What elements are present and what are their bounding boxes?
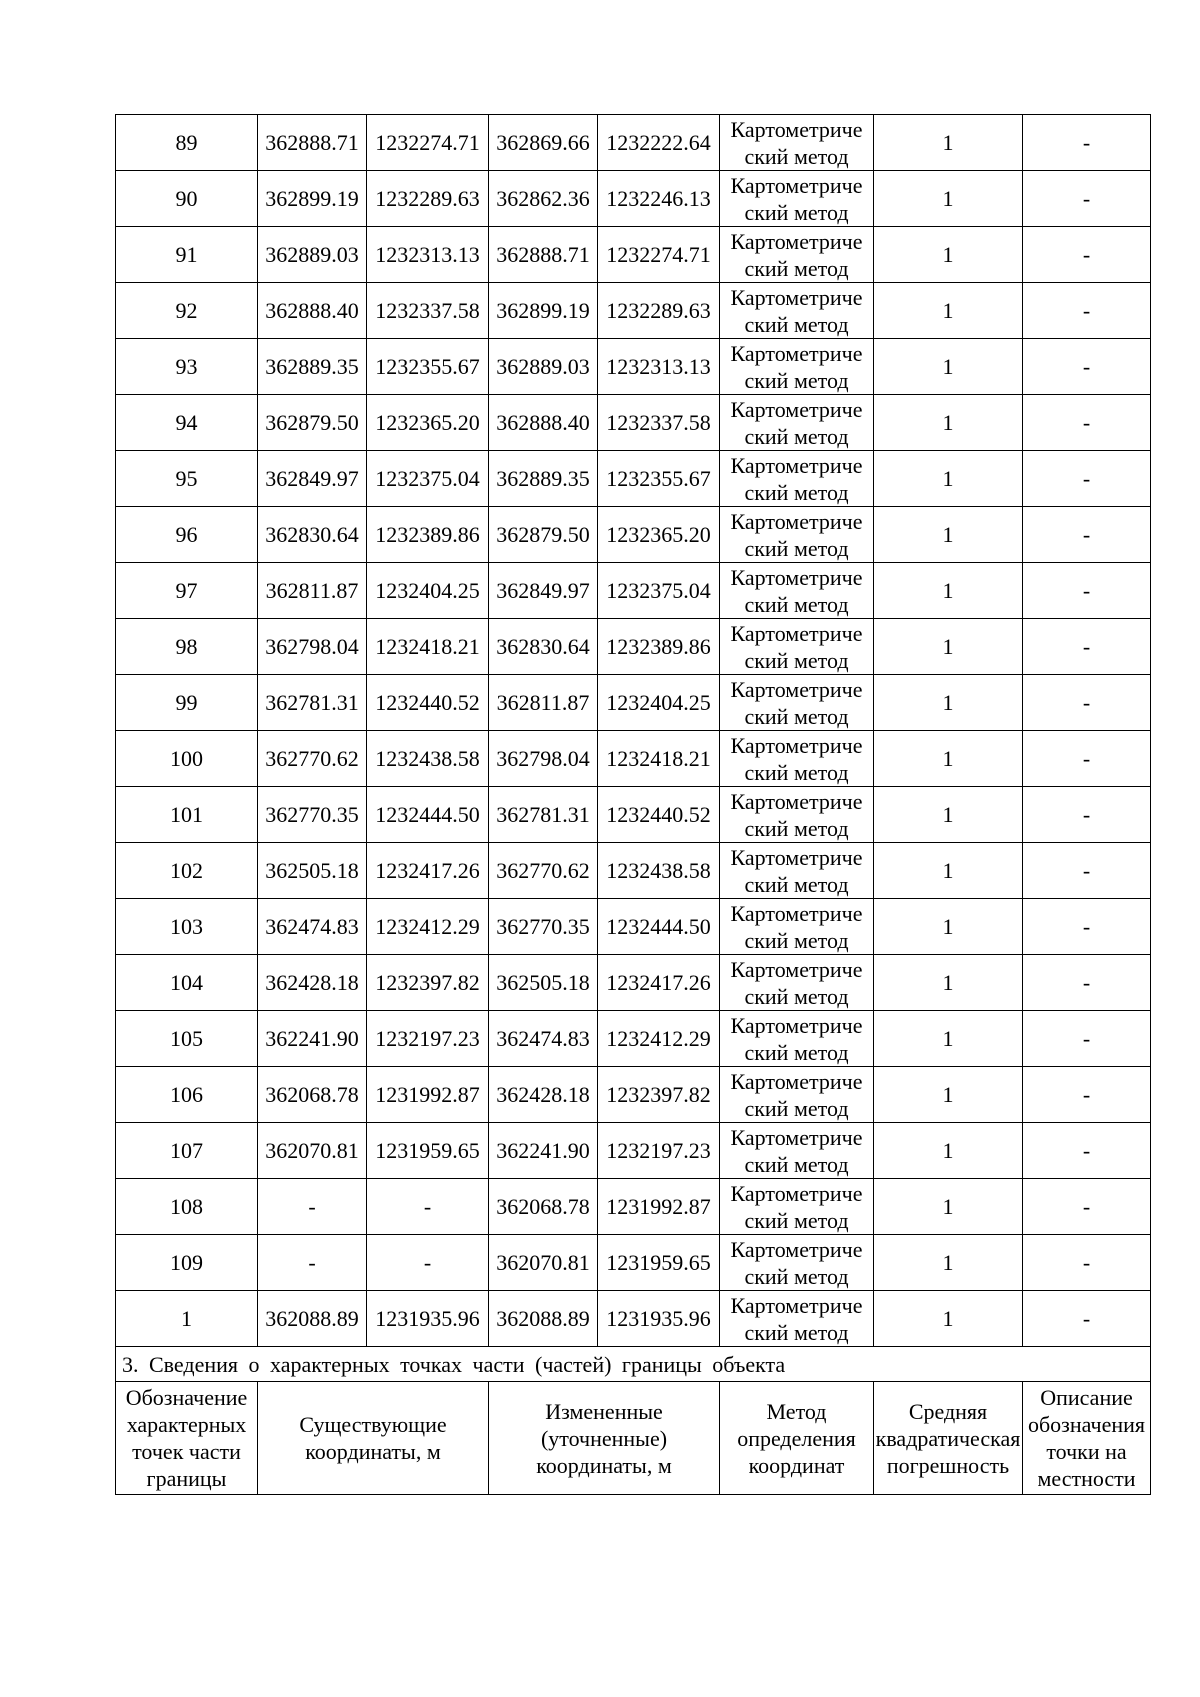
- changed-x-cell: 362781.31: [489, 787, 598, 843]
- changed-y-cell: 1232404.25: [598, 675, 720, 731]
- point-id-cell: 91: [116, 227, 258, 283]
- coordinates-table: [115, 114, 1151, 1495]
- description-cell: -: [1023, 1235, 1151, 1291]
- changed-x-cell: 362088.89: [489, 1291, 598, 1347]
- accuracy-cell: 1: [874, 283, 1023, 339]
- method-line-2: ский метод: [744, 199, 849, 225]
- accuracy-cell: 1: [874, 1067, 1023, 1123]
- accuracy-cell: 1: [874, 395, 1023, 451]
- changed-x-cell: 362879.50: [489, 507, 598, 563]
- method-line-1: Картометриче: [730, 900, 863, 926]
- description-cell: -: [1023, 1067, 1151, 1123]
- description-cell: -: [1023, 1011, 1151, 1067]
- description-cell: -: [1023, 451, 1151, 507]
- description-cell: -: [1023, 283, 1151, 339]
- changed-y-cell: 1232444.50: [598, 899, 720, 955]
- existing-y-cell: 1232417.26: [367, 843, 489, 899]
- accuracy-cell: 1: [874, 563, 1023, 619]
- existing-x-cell: 362899.19: [258, 171, 367, 227]
- table-row: [116, 171, 1151, 227]
- existing-x-cell: 362474.83: [258, 899, 367, 955]
- method-line-2: ский метод: [744, 759, 849, 785]
- accuracy-cell: 1: [874, 899, 1023, 955]
- method-line-1: Картометриче: [730, 172, 863, 198]
- table-row: [116, 731, 1151, 787]
- method-line-2: ский метод: [744, 591, 849, 617]
- method-cell: [720, 1067, 874, 1123]
- description-cell: -: [1023, 899, 1151, 955]
- header-point: Обозначение характерных точек части границы: [116, 1382, 258, 1495]
- description-cell: -: [1023, 1291, 1151, 1347]
- description-cell: -: [1023, 563, 1151, 619]
- point-id-cell: 102: [116, 843, 258, 899]
- changed-x-cell: 362889.03: [489, 339, 598, 395]
- description-cell: -: [1023, 339, 1151, 395]
- changed-y-cell: 1232355.67: [598, 451, 720, 507]
- existing-y-cell: 1231992.87: [367, 1067, 489, 1123]
- method-cell: [720, 227, 874, 283]
- existing-y-cell: 1231935.96: [367, 1291, 489, 1347]
- table-row: [116, 955, 1151, 1011]
- method-cell: [720, 1179, 874, 1235]
- existing-y-cell: 1231959.65: [367, 1123, 489, 1179]
- description-cell: -: [1023, 731, 1151, 787]
- table-row: [116, 899, 1151, 955]
- point-id-cell: 1: [116, 1291, 258, 1347]
- header-row: [116, 1382, 1151, 1495]
- existing-x-cell: 362068.78: [258, 1067, 367, 1123]
- point-id-cell: 89: [116, 115, 258, 171]
- method-line-1: Картометриче: [730, 1124, 863, 1150]
- method-cell: [720, 955, 874, 1011]
- existing-y-cell: 1232289.63: [367, 171, 489, 227]
- changed-y-cell: 1231992.87: [598, 1179, 720, 1235]
- point-id-cell: 93: [116, 339, 258, 395]
- table-row: [116, 451, 1151, 507]
- method-cell: [720, 843, 874, 899]
- table-row: [116, 1235, 1151, 1291]
- changed-x-cell: 362798.04: [489, 731, 598, 787]
- table-row: [116, 1179, 1151, 1235]
- changed-y-cell: 1232440.52: [598, 787, 720, 843]
- changed-x-cell: 362811.87: [489, 675, 598, 731]
- existing-y-cell: 1232397.82: [367, 955, 489, 1011]
- existing-y-cell: 1232412.29: [367, 899, 489, 955]
- changed-y-cell: 1232274.71: [598, 227, 720, 283]
- description-cell: -: [1023, 675, 1151, 731]
- point-id-cell: 92: [116, 283, 258, 339]
- method-line-1: Картометриче: [730, 564, 863, 590]
- method-cell: [720, 899, 874, 955]
- point-id-cell: 95: [116, 451, 258, 507]
- method-line-1: Картометриче: [730, 116, 863, 142]
- table-row: [116, 787, 1151, 843]
- method-line-1: Картометриче: [730, 1236, 863, 1262]
- accuracy-cell: 1: [874, 507, 1023, 563]
- header-existing: Существующие координаты, м: [258, 1382, 489, 1495]
- method-line-1: Картометриче: [730, 452, 863, 478]
- method-line-1: Картометриче: [730, 228, 863, 254]
- table-row: [116, 227, 1151, 283]
- changed-x-cell: 362428.18: [489, 1067, 598, 1123]
- changed-x-cell: 362899.19: [489, 283, 598, 339]
- existing-x-cell: 362830.64: [258, 507, 367, 563]
- description-cell: -: [1023, 507, 1151, 563]
- existing-y-cell: 1232274.71: [367, 115, 489, 171]
- method-line-2: ский метод: [744, 983, 849, 1009]
- accuracy-cell: 1: [874, 227, 1023, 283]
- method-cell: [720, 171, 874, 227]
- method-cell: [720, 507, 874, 563]
- method-line-2: ский метод: [744, 1207, 849, 1233]
- table-row: [116, 339, 1151, 395]
- description-cell: -: [1023, 115, 1151, 171]
- method-line-2: ский метод: [744, 535, 849, 561]
- changed-x-cell: 362770.62: [489, 843, 598, 899]
- changed-x-cell: 362070.81: [489, 1235, 598, 1291]
- point-id-cell: 90: [116, 171, 258, 227]
- method-line-2: ский метод: [744, 1151, 849, 1177]
- changed-x-cell: 362869.66: [489, 115, 598, 171]
- changed-y-cell: 1232417.26: [598, 955, 720, 1011]
- method-line-1: Картометриче: [730, 284, 863, 310]
- section-title: 3. Сведения о характерных точках части (частей) границы объекта: [116, 1347, 1151, 1382]
- method-line-1: Картометриче: [730, 620, 863, 646]
- existing-x-cell: 362088.89: [258, 1291, 367, 1347]
- existing-x-cell: 362241.90: [258, 1011, 367, 1067]
- accuracy-cell: 1: [874, 1179, 1023, 1235]
- method-line-2: ский метод: [744, 143, 849, 169]
- changed-y-cell: 1232289.63: [598, 283, 720, 339]
- existing-x-cell: 362770.62: [258, 731, 367, 787]
- changed-x-cell: 362068.78: [489, 1179, 598, 1235]
- method-line-1: Картометриче: [730, 1180, 863, 1206]
- existing-y-cell: 1232365.20: [367, 395, 489, 451]
- accuracy-cell: 1: [874, 787, 1023, 843]
- changed-y-cell: 1232418.21: [598, 731, 720, 787]
- existing-x-cell: 362889.03: [258, 227, 367, 283]
- changed-x-cell: 362888.71: [489, 227, 598, 283]
- existing-y-cell: 1232418.21: [367, 619, 489, 675]
- description-cell: -: [1023, 843, 1151, 899]
- method-line-2: ский метод: [744, 1263, 849, 1289]
- existing-x-cell: 362889.35: [258, 339, 367, 395]
- header-description: Описание обозначения точки на местности: [1023, 1382, 1151, 1495]
- point-id-cell: 103: [116, 899, 258, 955]
- changed-y-cell: 1232365.20: [598, 507, 720, 563]
- point-id-cell: 100: [116, 731, 258, 787]
- method-cell: [720, 1235, 874, 1291]
- existing-y-cell: 1232389.86: [367, 507, 489, 563]
- accuracy-cell: 1: [874, 619, 1023, 675]
- changed-y-cell: 1232389.86: [598, 619, 720, 675]
- accuracy-cell: 1: [874, 1235, 1023, 1291]
- method-line-2: ский метод: [744, 1095, 849, 1121]
- method-line-1: Картометриче: [730, 508, 863, 534]
- point-id-cell: 98: [116, 619, 258, 675]
- method-cell: [720, 1291, 874, 1347]
- method-line-2: ский метод: [744, 367, 849, 393]
- table-row: [116, 1123, 1151, 1179]
- changed-y-cell: 1232397.82: [598, 1067, 720, 1123]
- header-changed: Измененные (уточненные) координаты, м: [489, 1382, 720, 1495]
- existing-y-cell: -: [367, 1235, 489, 1291]
- changed-x-cell: 362889.35: [489, 451, 598, 507]
- description-cell: -: [1023, 787, 1151, 843]
- existing-x-cell: 362798.04: [258, 619, 367, 675]
- method-line-2: ский метод: [744, 703, 849, 729]
- table-row: [116, 675, 1151, 731]
- method-cell: [720, 675, 874, 731]
- existing-x-cell: -: [258, 1235, 367, 1291]
- method-cell: [720, 115, 874, 171]
- table-body: [116, 115, 1151, 1495]
- method-cell: [720, 283, 874, 339]
- table-row: [116, 1067, 1151, 1123]
- method-line-2: ский метод: [744, 479, 849, 505]
- method-line-1: Картометриче: [730, 844, 863, 870]
- changed-y-cell: 1232438.58: [598, 843, 720, 899]
- method-line-2: ский метод: [744, 1039, 849, 1065]
- changed-x-cell: 362862.36: [489, 171, 598, 227]
- description-cell: -: [1023, 227, 1151, 283]
- point-id-cell: 108: [116, 1179, 258, 1235]
- method-line-1: Картометриче: [730, 1292, 863, 1318]
- method-cell: [720, 563, 874, 619]
- table-row: [116, 395, 1151, 451]
- existing-x-cell: 362770.35: [258, 787, 367, 843]
- method-cell: [720, 1123, 874, 1179]
- existing-y-cell: 1232313.13: [367, 227, 489, 283]
- changed-y-cell: 1232222.64: [598, 115, 720, 171]
- point-id-cell: 101: [116, 787, 258, 843]
- method-cell: [720, 339, 874, 395]
- method-cell: [720, 731, 874, 787]
- method-line-1: Картометриче: [730, 340, 863, 366]
- method-line-1: Картометриче: [730, 956, 863, 982]
- changed-y-cell: 1231959.65: [598, 1235, 720, 1291]
- existing-x-cell: 362888.40: [258, 283, 367, 339]
- table-row: [116, 507, 1151, 563]
- accuracy-cell: 1: [874, 731, 1023, 787]
- accuracy-cell: 1: [874, 1123, 1023, 1179]
- method-line-1: Картометриче: [730, 732, 863, 758]
- table-row: [116, 563, 1151, 619]
- method-cell: [720, 451, 874, 507]
- table-row: [116, 619, 1151, 675]
- method-line-2: ский метод: [744, 1319, 849, 1345]
- accuracy-cell: 1: [874, 1011, 1023, 1067]
- section-row: [116, 1347, 1151, 1382]
- description-cell: -: [1023, 619, 1151, 675]
- table-row: [116, 1291, 1151, 1347]
- method-line-2: ский метод: [744, 255, 849, 281]
- method-line-1: Картометриче: [730, 676, 863, 702]
- changed-x-cell: 362770.35: [489, 899, 598, 955]
- changed-x-cell: 362888.40: [489, 395, 598, 451]
- accuracy-cell: 1: [874, 339, 1023, 395]
- existing-x-cell: 362781.31: [258, 675, 367, 731]
- existing-x-cell: 362070.81: [258, 1123, 367, 1179]
- header-method: Метод определения координат: [720, 1382, 874, 1495]
- point-id-cell: 105: [116, 1011, 258, 1067]
- existing-x-cell: 362811.87: [258, 563, 367, 619]
- method-line-2: ский метод: [744, 311, 849, 337]
- existing-y-cell: 1232197.23: [367, 1011, 489, 1067]
- changed-y-cell: 1232246.13: [598, 171, 720, 227]
- description-cell: -: [1023, 395, 1151, 451]
- description-cell: -: [1023, 1123, 1151, 1179]
- changed-y-cell: 1231935.96: [598, 1291, 720, 1347]
- existing-x-cell: 362879.50: [258, 395, 367, 451]
- existing-x-cell: -: [258, 1179, 367, 1235]
- existing-y-cell: 1232438.58: [367, 731, 489, 787]
- method-cell: [720, 395, 874, 451]
- existing-y-cell: 1232375.04: [367, 451, 489, 507]
- description-cell: -: [1023, 955, 1151, 1011]
- existing-x-cell: 362849.97: [258, 451, 367, 507]
- method-cell: [720, 787, 874, 843]
- table-row: [116, 1011, 1151, 1067]
- table-row: [116, 843, 1151, 899]
- method-line-1: Картометриче: [730, 788, 863, 814]
- existing-y-cell: 1232444.50: [367, 787, 489, 843]
- existing-x-cell: 362888.71: [258, 115, 367, 171]
- changed-x-cell: 362474.83: [489, 1011, 598, 1067]
- method-line-1: Картометриче: [730, 396, 863, 422]
- existing-y-cell: -: [367, 1179, 489, 1235]
- changed-y-cell: 1232197.23: [598, 1123, 720, 1179]
- changed-x-cell: 362830.64: [489, 619, 598, 675]
- accuracy-cell: 1: [874, 675, 1023, 731]
- existing-y-cell: 1232404.25: [367, 563, 489, 619]
- accuracy-cell: 1: [874, 451, 1023, 507]
- existing-y-cell: 1232355.67: [367, 339, 489, 395]
- existing-x-cell: 362428.18: [258, 955, 367, 1011]
- point-id-cell: 96: [116, 507, 258, 563]
- method-line-2: ский метод: [744, 871, 849, 897]
- accuracy-cell: 1: [874, 843, 1023, 899]
- existing-x-cell: 362505.18: [258, 843, 367, 899]
- existing-y-cell: 1232337.58: [367, 283, 489, 339]
- changed-x-cell: 362505.18: [489, 955, 598, 1011]
- point-id-cell: 94: [116, 395, 258, 451]
- existing-y-cell: 1232440.52: [367, 675, 489, 731]
- method-line-2: ский метод: [744, 423, 849, 449]
- changed-y-cell: 1232375.04: [598, 563, 720, 619]
- point-id-cell: 99: [116, 675, 258, 731]
- changed-y-cell: 1232412.29: [598, 1011, 720, 1067]
- changed-y-cell: 1232313.13: [598, 339, 720, 395]
- changed-y-cell: 1232337.58: [598, 395, 720, 451]
- description-cell: -: [1023, 171, 1151, 227]
- header-accuracy: Средняя квадратическая погрешность: [874, 1382, 1023, 1495]
- accuracy-cell: 1: [874, 1291, 1023, 1347]
- method-line-2: ский метод: [744, 815, 849, 841]
- changed-x-cell: 362241.90: [489, 1123, 598, 1179]
- method-line-2: ский метод: [744, 927, 849, 953]
- table-row: [116, 115, 1151, 171]
- method-line-1: Картометриче: [730, 1012, 863, 1038]
- point-id-cell: 107: [116, 1123, 258, 1179]
- accuracy-cell: 1: [874, 171, 1023, 227]
- changed-x-cell: 362849.97: [489, 563, 598, 619]
- method-line-1: Картометриче: [730, 1068, 863, 1094]
- method-cell: [720, 619, 874, 675]
- point-id-cell: 97: [116, 563, 258, 619]
- accuracy-cell: 1: [874, 955, 1023, 1011]
- method-line-2: ский метод: [744, 647, 849, 673]
- point-id-cell: 104: [116, 955, 258, 1011]
- method-cell: [720, 1011, 874, 1067]
- point-id-cell: 109: [116, 1235, 258, 1291]
- description-cell: -: [1023, 1179, 1151, 1235]
- accuracy-cell: 1: [874, 115, 1023, 171]
- point-id-cell: 106: [116, 1067, 258, 1123]
- table-row: [116, 283, 1151, 339]
